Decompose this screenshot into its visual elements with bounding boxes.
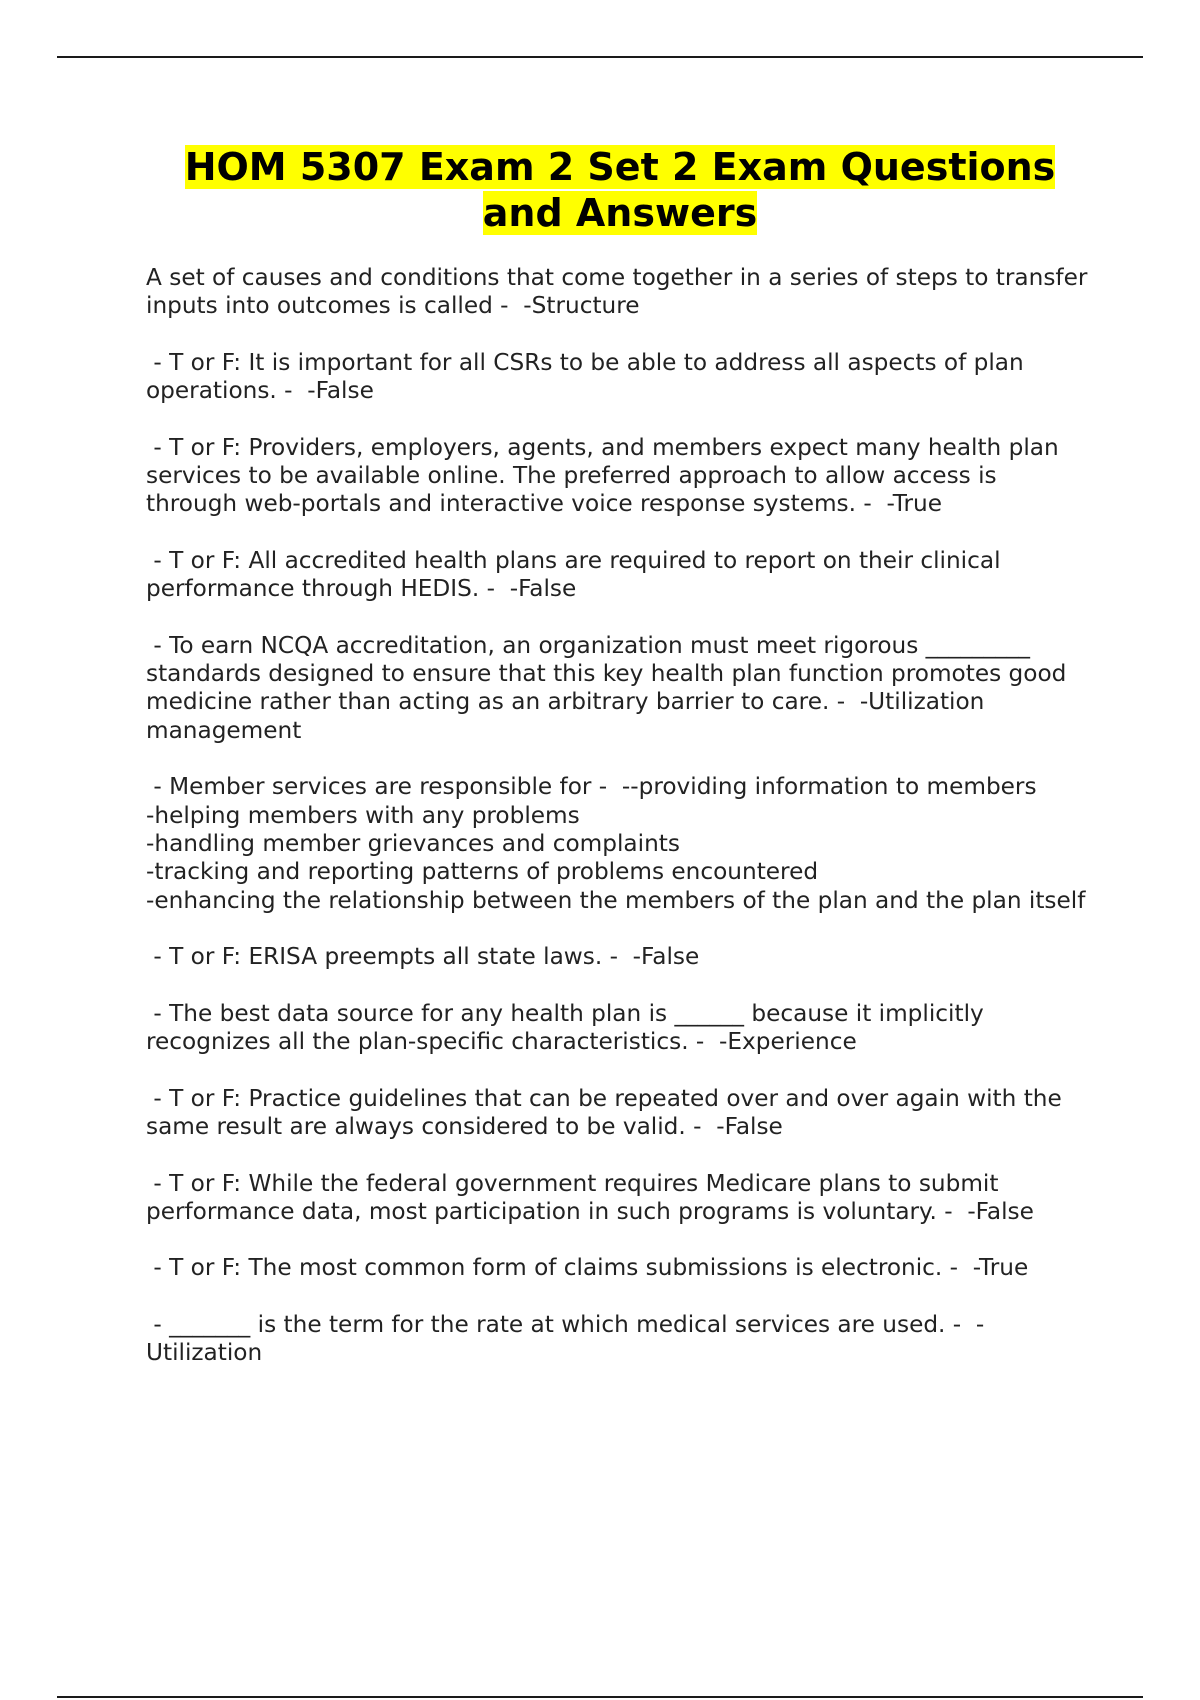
qa-item: - T or F: Practice guidelines that can be repeated over and over again with the same result are always considered to be valid. - -False <box>146 1084 1070 1140</box>
title-block <box>140 144 1100 236</box>
qa-item: - T or F: All accredited health plans are required to report on their clinical performance through HEDIS. - -False <box>146 546 1008 603</box>
qa-item: - T or F: The most common form of claims submissions is electronic. - -True <box>146 1254 1029 1282</box>
qa-item: - T or F: While the federal government requires Medicare plans to submit performance data, most participation in such programs is voluntary. - -False <box>146 1169 1034 1225</box>
page-title: HOM 5307 Exam 2 Set 2 Exam Questions and Answers <box>184 145 1056 235</box>
qa-list <box>146 264 1095 1396</box>
qa-item: - _______ is the term for the rate at which medical services are used. - -Utilization <box>146 1310 985 1367</box>
qa-item: - Member services are responsible for - --providing information to members -helping members with any problems -handling member grievances and complaints -tracking and reporting patterns of problems encountered -enhancing the relationship between the members of the plan and the plan itself <box>146 773 1086 914</box>
top-rule <box>57 56 1143 58</box>
qa-item: - To earn NCQA accreditation, an organization must meet rigorous _________ standards designed to ensure that this key health plan function promotes good medicine rather than acting as an arbitrary barrier to care. - -Utilization management <box>146 631 1074 744</box>
qa-item: - T or F: ERISA preempts all state laws. - -False <box>146 943 700 971</box>
qa-item: A set of causes and conditions that come together in a series of steps to transfer inputs into outcomes is called - -Structure <box>146 264 1095 320</box>
qa-item: - T or F: It is important for all CSRs to be able to address all aspects of plan operations. - -False <box>146 348 1032 405</box>
qa-item: - The best data source for any health plan is ______ because it implicitly recognizes all the plan-specific characteristics. - -Experience <box>146 999 992 1056</box>
bottom-rule <box>57 1696 1143 1698</box>
qa-item: - T or F: Providers, employers, agents, and members expect many health plan services to be available online. The preferred approach to allow access is through web-portals and interactive voice response systems. - -True <box>146 433 1067 518</box>
